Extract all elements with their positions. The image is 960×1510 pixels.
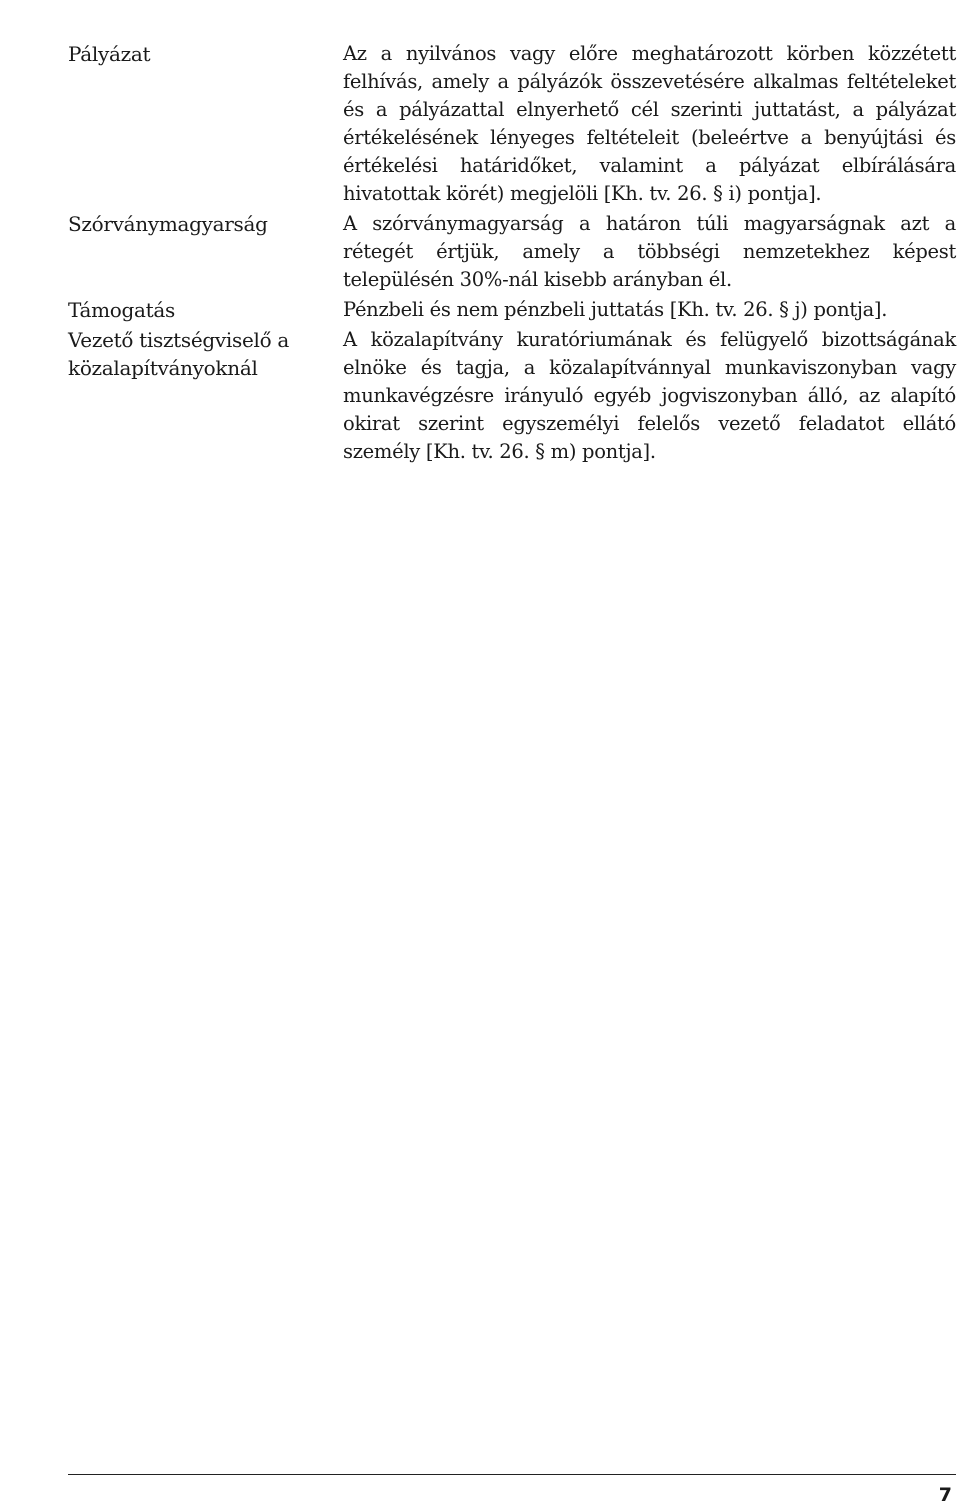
glossary-entry-tamogatas [68, 296, 956, 324]
page-number: 7 [938, 1484, 952, 1506]
glossary-term: Pályázat [68, 42, 151, 66]
glossary-definition: Az a nyilvános vagy előre meghatározott körben közzétett felhívás, amely a pályázók összevetésére alkalmas feltételeket és a pályázattal elnyerhető cél szerinti juttatást, a pályázat értékelésének lényeges feltételeit (beleértve a benyújtási és értékelési határidőket, valamint a pályázat elbírálására hivatottak körét) megjelöli [Kh. tv. 26. § i) pontja]. [343, 42, 956, 205]
glossary-definition: Pénzbeli és nem pénzbeli juttatás [Kh. tv. 26. § j) pontja]. [343, 298, 888, 321]
glossary-entry-vezeto-tisztsegviselo [68, 326, 956, 466]
glossary-list [68, 40, 956, 468]
footer-divider [68, 1474, 956, 1475]
glossary-definition: A szórványmagyarság a határon túli magyarságnak azt a rétegét értjük, amely a többségi nemzetekhez képest településén 30%-nál kisebb arányban él. [343, 212, 956, 291]
glossary-entry-palyazat [68, 40, 956, 208]
glossary-term: Támogatás [68, 298, 175, 322]
glossary-entry-szorvanymagyarsag [68, 210, 956, 294]
glossary-definition: A közalapítvány kuratóriumának és felügyelő bizottságának elnöke és tagja, a közalapítvánnyal munkaviszonyban vagy munkavégzésre irányuló egyéb jogviszonyban álló, az alapító okirat szerint egyszemélyi felelős vezető feladatot ellátó személy [Kh. tv. 26. § m) pontja]. [343, 328, 956, 463]
glossary-term: Vezető tisztségviselő a közalapítványoknál [68, 328, 290, 380]
glossary-term: Szórványmagyarság [68, 212, 268, 236]
